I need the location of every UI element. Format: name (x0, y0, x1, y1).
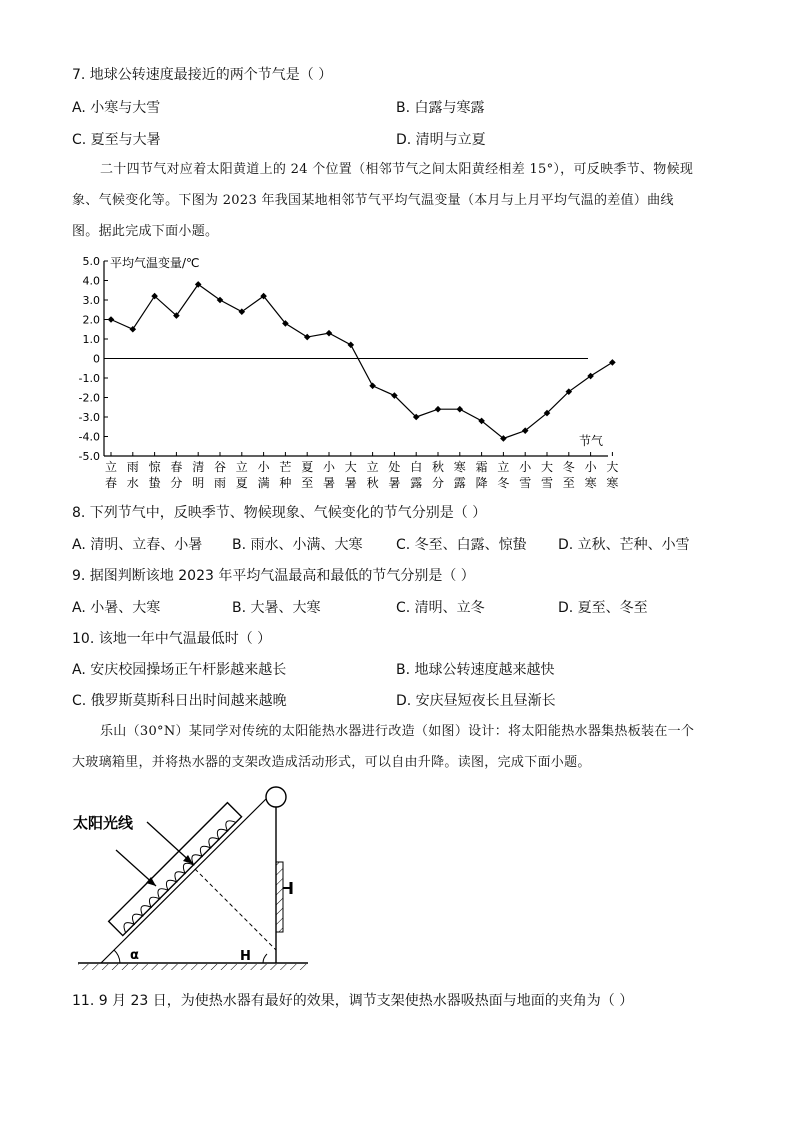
y-tick-label: -2.0 (78, 391, 100, 405)
x-tick-label: 小 (519, 460, 532, 474)
x-tick-label: 暑 (388, 476, 401, 490)
q10-stem: 10. 该地一年中气温最低时（ ） (72, 631, 272, 647)
intro-1-line-3: 图。据此完成下面小题。 (72, 224, 219, 239)
y-tick-label: -5.0 (78, 450, 100, 463)
temperature-change-chart (72, 252, 619, 492)
x-tick-label: 霜 (475, 460, 488, 474)
x-tick-label: 寒 (453, 460, 466, 474)
q9-option-b: B. 大暑、大寒 (232, 600, 321, 616)
x-tick-label: 至 (562, 476, 575, 490)
post-slider (276, 862, 283, 932)
q8-stem: 8. 下列节气中，反映季节、物候现象、气候变化的节气分别是（ ） (72, 505, 487, 521)
x-tick-label: 寒 (584, 476, 597, 490)
intro-1-line-2: 象、气候变化等。下图为 2023 年我国某地相邻节气平均气温变量（本月与上月平均气温的差值）曲线 (72, 193, 674, 208)
x-tick-label: 秋 (366, 476, 379, 490)
q7-stem: 7. 地球公转速度最接近的两个节气是（ ） (72, 67, 333, 83)
x-tick-label: 水 (126, 476, 139, 490)
x-tick-label: 雨 (126, 460, 139, 474)
x-axis-label: 节气 (579, 434, 604, 448)
y-tick-label: -4.0 (78, 430, 100, 444)
q9-option-a: A. 小暑、大寒 (72, 600, 161, 616)
data-point (609, 359, 616, 366)
x-tick-label: 立 (497, 460, 510, 474)
q8-option-a: A. 清明、立春、小暑 (72, 537, 203, 553)
intro-paragraph-2 (72, 716, 732, 778)
q9-option-c: C. 清明、立冬 (396, 600, 485, 616)
alpha-arc (114, 950, 120, 963)
x-tick-label: 小 (584, 460, 597, 474)
q8-option-d: D. 立秋、芒种、小雪 (558, 537, 690, 553)
data-point (369, 383, 376, 390)
x-tick-label: 雨 (213, 476, 227, 490)
x-tick-label: 蛰 (148, 476, 161, 490)
q9-option-d: D. 夏至、冬至 (558, 600, 648, 616)
x-tick-label: 秋 (431, 460, 445, 474)
x-tick-label: 春 (170, 460, 183, 474)
x-tick-label: 种 (279, 476, 292, 490)
q9-stem: 9. 据图判断该地 2023 年平均气温最高和最低的节气分别是（ ） (72, 568, 475, 584)
sunlight-label: 太阳光线 (73, 814, 134, 832)
q10-option-d: D. 安庆昼短夜长且昼渐长 (396, 693, 556, 709)
data-point (108, 316, 115, 323)
alpha-label: α (130, 948, 139, 963)
data-point (457, 406, 464, 413)
q11-stem: 11. 9 月 23 日，为使热水器有最好的效果，调节支架使热水器吸热面与地面的夹角为（ ） (72, 993, 634, 1009)
y-tick-label: 3.0 (82, 294, 100, 307)
y-axis-label: 平均气温变量/℃ (110, 256, 200, 270)
x-tick-label: 明 (192, 476, 205, 490)
y-tick-label: -1.0 (78, 372, 100, 385)
x-tick-label: 清 (192, 460, 205, 474)
x-tick-label: 立 (235, 460, 248, 474)
x-tick-label: 雪 (540, 476, 554, 490)
q7-option-d: D. 清明与立夏 (396, 132, 486, 148)
x-tick-label: 至 (301, 476, 314, 490)
q10-option-b: B. 地球公转速度越来越快 (396, 662, 555, 678)
x-tick-label: 立 (366, 460, 379, 474)
q7-option-c: C. 夏至与大暑 (72, 132, 161, 148)
q10-option-c: C. 俄罗斯莫斯科日出时间越来越晚 (72, 693, 287, 709)
x-tick-label: 雪 (519, 476, 532, 490)
data-point (304, 334, 311, 341)
y-tick-label: 4.0 (82, 274, 100, 288)
x-tick-label: 夏 (301, 460, 314, 474)
y-tick-label: 2.0 (82, 313, 100, 327)
intro-2-line-1: 乐山（30°N）某同学对传统的太阳能热水器进行改造（如图）设计：将太阳能热水器集热板装在一个 (100, 724, 695, 739)
q8-option-c: C. 冬至、白露、惊蛰 (396, 537, 527, 553)
pulley (266, 787, 286, 807)
x-tick-label: 露 (410, 476, 423, 490)
x-tick-label: 满 (257, 476, 270, 490)
q10-option-a: A. 安庆校园操场正午杆影越来越长 (72, 662, 287, 678)
x-tick-label: 大 (606, 460, 619, 474)
y-tick-label: 5.0 (82, 255, 100, 268)
series-line (111, 284, 612, 438)
x-tick-label: 夏 (235, 476, 248, 490)
x-tick-label: 小 (322, 460, 336, 474)
h-label: H (240, 949, 251, 964)
h-arc (263, 954, 267, 963)
x-tick-label: 分 (431, 476, 445, 490)
x-tick-label: 暑 (322, 476, 336, 490)
x-tick-label: 立 (104, 460, 118, 474)
y-tick-label: -3.0 (78, 411, 100, 424)
intro-2-line-2: 大玻璃箱里，并将热水器的支架改造成活动形式，可以自由升降。读图，完成下面小题。 (72, 755, 591, 770)
data-point (130, 326, 137, 333)
y-tick-label: 1.0 (82, 333, 100, 346)
q8-option-b: B. 雨水、小满、大寒 (232, 537, 363, 553)
intro-1-line-1: 二十四节气对应着太阳黄道上的 24 个位置（相邻节气之间太阳黄经相差 15°），可反映季节、物候现 (100, 162, 694, 177)
x-tick-label: 处 (388, 460, 401, 474)
ground-hatch (78, 964, 308, 970)
x-tick-label: 寒 (606, 476, 619, 490)
q7-option-b: B. 白露与寒露 (396, 100, 485, 116)
x-tick-label: 暑 (344, 476, 357, 490)
y-tick-label: 0 (93, 352, 100, 366)
data-point (348, 342, 355, 349)
x-tick-label: 谷 (213, 460, 227, 474)
x-tick-label: 分 (170, 476, 183, 490)
intro-paragraph-1 (72, 154, 732, 247)
x-tick-label: 冬 (562, 460, 575, 474)
x-tick-label: 冬 (497, 476, 510, 490)
x-tick-label: 大 (344, 460, 357, 474)
x-tick-label: 露 (453, 476, 466, 490)
data-point (326, 330, 333, 337)
data-point (435, 406, 442, 413)
x-tick-label: 降 (475, 476, 488, 490)
x-tick-label: 大 (540, 460, 554, 474)
q7-option-a: A. 小寒与大雪 (72, 100, 161, 116)
solar-heater-diagram (72, 782, 332, 974)
x-tick-label: 小 (257, 460, 270, 474)
x-tick-label: 春 (104, 476, 118, 490)
x-tick-label: 惊 (148, 460, 161, 474)
x-tick-label: 芒 (279, 460, 292, 474)
dashed-sun-line (195, 869, 276, 950)
x-tick-label: 白 (410, 460, 423, 474)
